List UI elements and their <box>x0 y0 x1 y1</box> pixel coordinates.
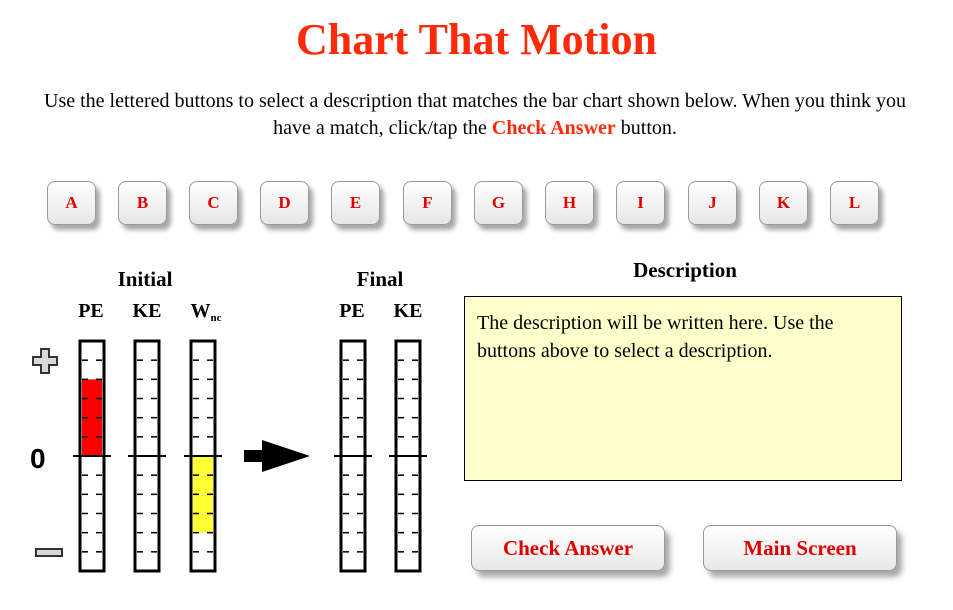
wnc-label-main: W <box>190 300 211 322</box>
right-arrow-icon <box>244 440 310 472</box>
zero-axis-label: 0 <box>30 443 46 474</box>
final-pe-label: PE <box>339 300 365 322</box>
instructions-end: button. <box>615 117 677 139</box>
instructions-text: Use the lettered buttons to select a description that matches the bar chart shown below. When you think you have a match, click/tap the <box>44 90 906 139</box>
wnc-label-sub: nc <box>210 312 222 324</box>
initial-pe-column <box>73 341 111 571</box>
letter-button-j[interactable]: J <box>688 181 737 225</box>
letter-button-c[interactable]: C <box>189 181 238 225</box>
main-screen-button[interactable]: Main Screen <box>703 525 897 571</box>
initial-ke-column <box>128 341 166 571</box>
initial-pe-label: PE <box>78 300 104 322</box>
final-heading: Final <box>356 267 404 291</box>
letter-button-l[interactable]: L <box>830 181 879 225</box>
minus-icon <box>36 549 62 556</box>
letter-button-b[interactable]: B <box>118 181 167 225</box>
letter-button-i[interactable]: I <box>616 181 665 225</box>
plus-icon <box>33 349 57 373</box>
initial-ke-label: KE <box>132 300 162 322</box>
letter-button-k[interactable]: K <box>759 181 808 225</box>
letter-button-a[interactable]: A <box>47 181 96 225</box>
instructions-highlight: Check Answer <box>491 117 616 139</box>
check-answer-button[interactable]: Check Answer <box>471 525 665 571</box>
letter-button-d[interactable]: D <box>260 181 309 225</box>
final-ke-label: KE <box>393 300 423 322</box>
description-heading: Description <box>633 258 737 282</box>
letter-button-f[interactable]: F <box>403 181 452 225</box>
letter-button-e[interactable]: E <box>331 181 380 225</box>
initial-heading: Initial <box>117 267 173 291</box>
letter-button-g[interactable]: G <box>474 181 523 225</box>
letter-button-h[interactable]: H <box>545 181 594 225</box>
description-box: The description will be written here. Use the buttons above to select a description. <box>464 296 902 481</box>
final-pe-column <box>334 341 372 571</box>
page-title: Chart That Motion <box>296 15 657 64</box>
initial-wnc-column <box>184 341 222 571</box>
final-ke-column <box>389 341 427 571</box>
